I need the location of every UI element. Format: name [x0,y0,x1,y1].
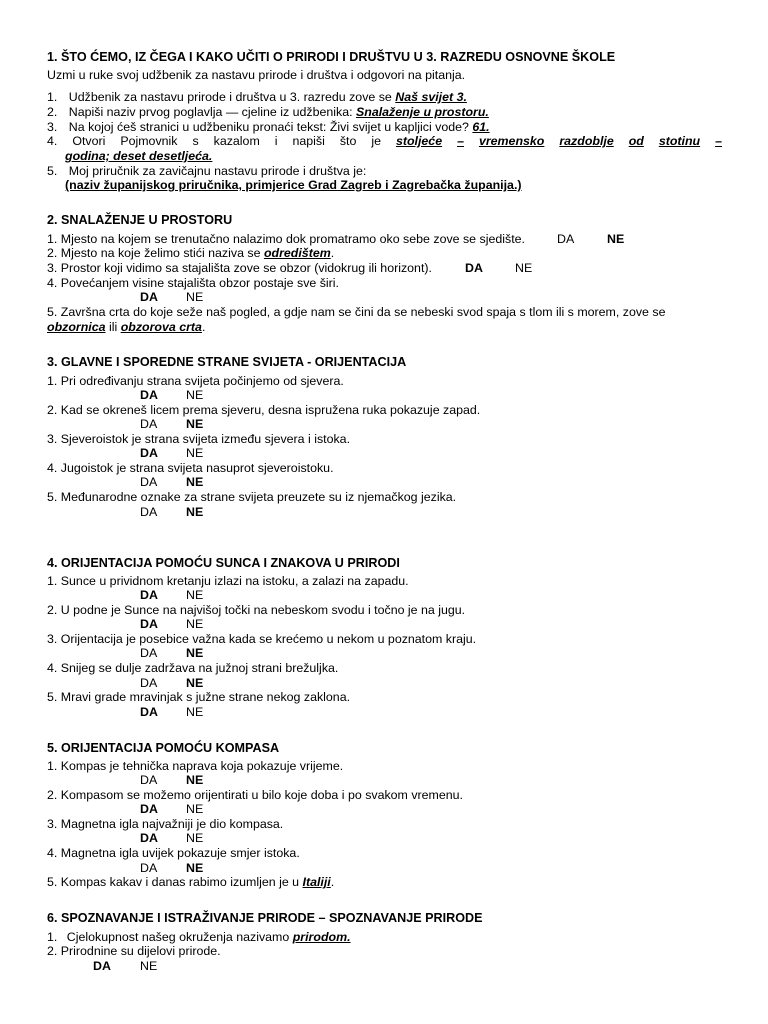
s2-q3: 3. Prostor koji vidimo sa stajališta zove se obzor (vidokrug ili horizont). [47,261,432,275]
s1-q5 [47,164,366,179]
s5-q1-ne-selected: NE [186,773,204,787]
s5-q5 [47,875,334,890]
s5-q5-end: . [330,875,335,889]
s6-q1-answer: prirodom. [292,930,351,944]
s1-q4-word: napiši [292,134,325,148]
s1-q4-answer-word: – [715,134,722,148]
s2-q5-answer-1: obzornica [47,320,106,334]
s1-q4-answer-word: stoljeće [395,134,443,148]
s3-q4: 4. Jugoistok je strana svijeta nasuprot sjeveroistoku. [47,461,334,475]
s5-q4-ne-selected: NE [186,861,204,875]
s1-q1-number: 1. [47,90,58,104]
s2-q2-end: . [330,246,335,260]
s1-q4-word: Otvori [72,134,106,148]
s2-q5-or: ili [105,320,121,334]
s1-q4-answer-word: stotinu [658,134,701,148]
s2-q5-answer-2: obzorova crta [120,320,202,334]
s3-q3-ne: NE [186,446,204,460]
s5-q3-da-selected: DA [140,831,158,845]
s6-q2: 2. Prirodnine su dijelovi prirode. [47,944,221,958]
s5-q4-da: DA [140,861,158,875]
s4-q3-da: DA [140,646,158,660]
s2-q3-ne: NE [515,261,533,275]
s1-q1 [47,90,467,105]
s2-q2 [47,246,334,261]
s1-q2 [47,105,489,120]
s2-q4-ne: NE [186,290,204,304]
s3-q4-da: DA [140,475,158,489]
s6-q2-da-selected: DA [93,959,111,973]
s3-q4-ne-selected: NE [186,475,204,489]
section-5-title: 5. ORIJENTACIJA POMOĆU KOMPASA [47,741,280,755]
s1-q5-text: Moj priručnik za zavičajnu nastavu prirode i društva je: [68,164,367,178]
s4-q5-da-selected: DA [140,705,158,719]
s3-q5-da: DA [140,505,158,519]
s1-q5-number: 5. [47,164,58,178]
s4-q4-ne-selected: NE [186,676,204,690]
s3-q2: 2. Kad se okreneš licem prema sjeveru, desna ispružena ruka pokazuje zapad. [47,403,481,417]
s2-q1-ne-selected: NE [607,232,625,246]
s1-q4-answer-word: – [457,134,464,148]
s1-q2-text: Napiši naziv prvog poglavlja — cjeline iz udžbenika: [68,105,356,119]
s2-q5-end: . [201,320,206,334]
s1-q2-answer: Snalaženje u prostoru. [356,105,489,119]
s1-q4-answer-word: razdoblje [559,134,614,148]
section-1-intro: Uzmi u ruke svoj udžbenik za nastavu prirode i društva i odgovori na pitanja. [47,68,466,82]
s4-q4-da: DA [140,676,158,690]
s5-q3: 3. Magnetna igla najvažniji je dio kompasa. [47,817,284,831]
section-2-title: 2. SNALAŽENJE U PROSTORU [47,213,233,227]
s2-q5-line1: 5. Završna crta do koje seže naš pogled, a gdje nam se čini da se nebeski svod spaja s tlom ili s morem, zove se [47,305,666,319]
s5-q5-text: 5. Kompas kakav i danas rabimo izumljen je u [47,875,303,889]
s1-q5-answer [47,178,522,193]
s5-q1: 1. Kompas je tehnička naprava koja pokazuje vrijeme. [47,759,344,773]
s5-q5-answer: Italiji [302,875,331,889]
s1-q3-answer: 61. [472,120,490,134]
s4-q4: 4. Snijeg se dulje zadržava na južnoj strani brežuljka. [47,661,339,675]
s3-q1: 1. Pri određivanju strana svijeta počinjemo od sjevera. [47,374,344,388]
s4-q2-da-selected: DA [140,617,158,631]
s2-q5-line2 [47,320,205,335]
s1-q3-text: Na kojoj ćeš stranici u udžbeniku pronaći tekst: Živi svijet u kapljici vode? [68,120,473,134]
s3-q3-da-selected: DA [140,446,158,460]
s6-q1 [47,930,351,945]
s1-q3 [47,120,490,135]
s5-q1-da: DA [140,773,158,787]
s1-q5-answer-text: (naziv županijskog priručnika, primjerice Grad Zagreb i Zagrebačka županija.) [65,178,522,192]
s4-q1-da-selected: DA [140,588,158,602]
section-3-title: 3. GLAVNE I SPOREDNE STRANE SVIJETA - ORIJENTACIJA [47,355,407,369]
s1-q1-text: Udžbenik za nastavu prirode i društva u 3. razredu zove se [68,90,396,104]
s3-q3: 3. Sjeveroistok je strana svijeta između sjevera i istoka. [47,432,351,446]
section-6-title: 6. SPOZNAVANJE I ISTRAŽIVANJE PRIRODE – SPOZNAVANJE PRIRODE [47,911,483,925]
s4-q3: 3. Orijentacija je posebice važna kada se krećemo u nekom u poznatom kraju. [47,632,477,646]
s4-q1-ne: NE [186,588,204,602]
s4-q5-ne: NE [186,705,204,719]
s2-q2-text: 2. Mjesto na koje želimo stići naziva se [47,246,264,260]
s3-q5-ne-selected: NE [186,505,204,519]
section-4-title: 4. ORIJENTACIJA POMOĆU SUNCA I ZNAKOVA U PRIRODI [47,556,400,570]
s1-q1-answer: Naš svijet 3. [395,90,467,104]
s4-q3-ne-selected: NE [186,646,204,660]
s5-q3-ne: NE [186,831,204,845]
section-1-title: 1. ŠTO ĆEMO, IZ ČEGA I KAKO UČITI O PRIRODI I DRUŠTVU U 3. RAZREDU OSNOVNE ŠKOLE [47,50,616,64]
s3-q5: 5. Međunarodne oznake za strane svijeta preuzete su iz njemačkog jezika. [47,490,457,504]
s2-q2-answer: odredištem [263,246,331,260]
s6-q1-number: 1. [47,930,58,944]
s2-q1: 1. Mjesto na kojem se trenutačno nalazimo dok promatramo oko sebe zove se sjedište. [47,232,525,246]
s4-q2: 2. U podne je Sunce na najvišoj točki na nebeskom svodu i točno je na jugu. [47,603,466,617]
s2-q4-da-selected: DA [140,290,158,304]
s6-q1-text: Cjelokupnost našeg okruženja nazivamo [66,930,293,944]
s1-q4-word: što [339,134,357,148]
s1-q4-answer-word: vremensko [478,134,545,148]
s1-q4-word: je [371,134,381,148]
s4-q2-ne: NE [186,617,204,631]
s1-q3-number: 3. [47,120,58,134]
s5-q2: 2. Kompasom se možemo orijentirati u bilo koje doba i po svakom vremenu. [47,788,463,802]
s1-q4-answer-line2: godina; deset desetljeća. [65,149,213,163]
s2-q1-da: DA [557,232,575,246]
s1-q4-word: s [192,134,199,148]
s1-q4 [47,134,722,149]
s1-q4-answer-word: od [628,134,644,148]
s5-q4: 4. Magnetna igla uvijek pokazuje smjer istoka. [47,846,300,860]
s2-q4: 4. Povećanjem visine stajališta obzor postaje sve širi. [47,276,340,290]
s4-q1: 1. Sunce u prividnom kretanju izlazi na istoku, a zalazi na zapadu. [47,574,409,588]
s4-q5: 5. Mravi grade mravinjak s južne strane nekog zaklona. [47,690,351,704]
s1-q4-word: Pojmovnik [120,134,178,148]
s5-q2-ne: NE [186,802,204,816]
s1-q4-word: i [274,134,278,148]
s1-q4-word: kazalom [213,134,260,148]
s3-q1-da-selected: DA [140,388,158,402]
s6-q2-ne: NE [140,959,158,973]
s5-q2-da-selected: DA [140,802,158,816]
s1-q2-number: 2. [47,105,58,119]
s1-q4-number: 4. [47,134,58,148]
s3-q2-ne-selected: NE [186,417,204,431]
s3-q1-ne: NE [186,388,204,402]
s2-q3-da-selected: DA [465,261,483,275]
s3-q2-da: DA [140,417,158,431]
